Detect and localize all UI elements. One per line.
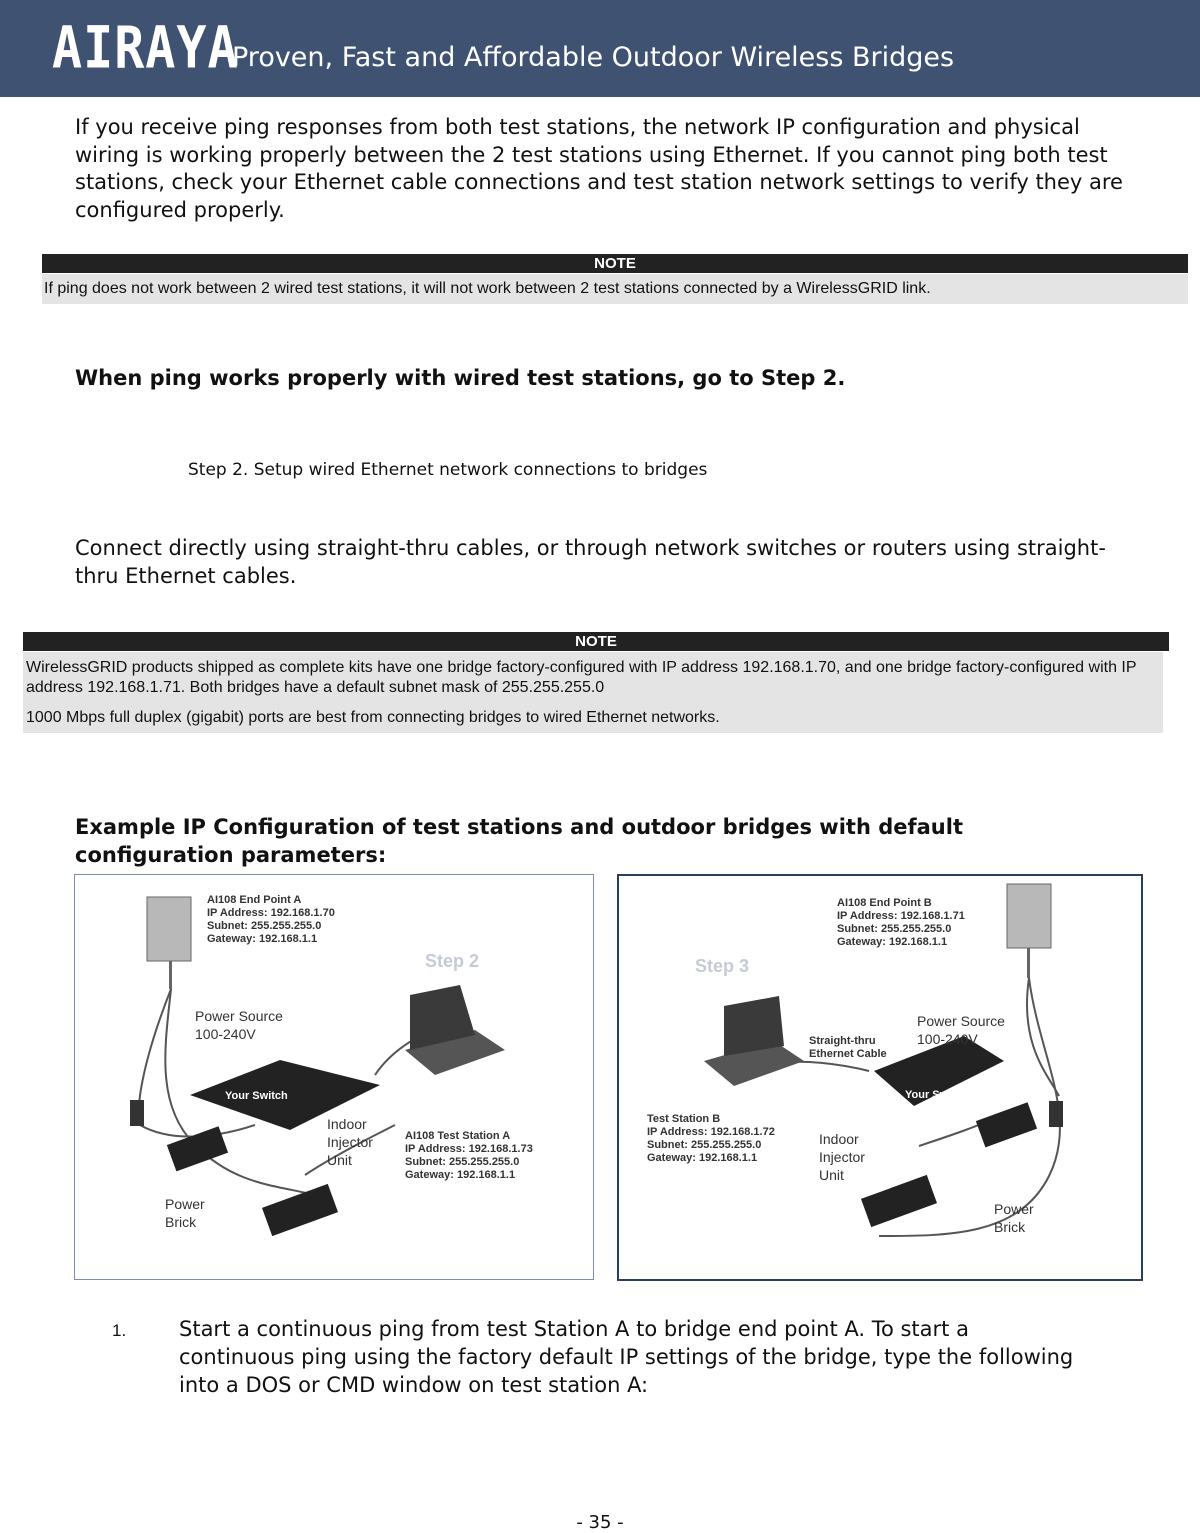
figure-step2 bbox=[74, 874, 594, 1280]
note1-text: If ping does not work between 2 wired test stations, it will not work between 2 test stations connected by a WirelessGRID link. bbox=[44, 280, 931, 297]
endpoint-a-line4: Gateway: 192.168.1.1 bbox=[207, 933, 318, 945]
cable-line1: Straight-thru bbox=[809, 1035, 876, 1047]
list-item-1-text: Start a continuous ping from test Station A to bridge end point A. To start a continuous ping using the factory default IP settings of the bridge, type the following into a DOS or CMD window on test station A: bbox=[179, 1317, 1074, 1397]
figure-step3-diagram bbox=[619, 876, 1141, 1279]
note2-body bbox=[23, 652, 1163, 733]
station-b-line1: Test Station B bbox=[647, 1113, 721, 1125]
injector-b-line1: Indoor bbox=[819, 1131, 859, 1147]
step2-heading: Step 2. Setup wired Ethernet network connections to bridges bbox=[188, 460, 708, 480]
injector-a-line3: Unit bbox=[327, 1152, 352, 1168]
endpoint-b-line4: Gateway: 192.168.1.1 bbox=[837, 936, 948, 948]
antenna-a-icon bbox=[147, 897, 191, 961]
figure-step2-diagram bbox=[75, 875, 593, 1279]
injector-b-line3: Unit bbox=[819, 1167, 844, 1183]
station-a-line3: Subnet: 255.255.255.0 bbox=[405, 1156, 520, 1168]
power-brick-b-icon bbox=[976, 1102, 1037, 1147]
note2-line1: WirelessGRID products shipped as complete kits have one bridge factory-configured with IP address 192.168.1.70, and one bridge factory-configured with IP address 192.168.1.71. Both bridges have a default subnet mask of 255.255.255.0 bbox=[26, 659, 1137, 696]
power-source-b-line1: Power Source bbox=[917, 1013, 1005, 1029]
note2-line2: 1000 Mbps full duplex (gigabit) ports are best from connecting bridges to wired Ethernet networks. bbox=[26, 709, 720, 726]
endpoint-b-line3: Subnet: 255.255.255.0 bbox=[837, 923, 952, 935]
cable-line2: Ethernet Cable bbox=[809, 1048, 887, 1060]
header-tagline: Proven, Fast and Affordable Outdoor Wireless Bridges bbox=[232, 42, 955, 73]
switch-a-label: Your Switch bbox=[225, 1090, 288, 1102]
step3-figure-label: Step 3 bbox=[695, 956, 750, 976]
example-heading: Example IP Configuration of test stations and outdoor bridges with default configuration parameters: bbox=[75, 815, 963, 867]
endpoint-a-line1: AI108 End Point A bbox=[207, 894, 302, 906]
intro-paragraph: If you receive ping responses from both test stations, the network IP configuration and physical wiring is working properly between the 2 test stations using Ethernet. If you cannot ping both test stations, check your Ethernet cable connections and test station network settings to verify they are configured properly. bbox=[75, 115, 1123, 222]
injector-a-line1: Indoor bbox=[327, 1116, 367, 1132]
airaya-logo: AIRAYA bbox=[52, 14, 239, 82]
page-header bbox=[0, 0, 1200, 97]
step2-figure-label: Step 2 bbox=[425, 951, 480, 971]
injector-b-line2: Injector bbox=[819, 1149, 865, 1165]
endpoint-b-line2: IP Address: 192.168.1.71 bbox=[837, 910, 965, 922]
endpoint-a-line2: IP Address: 192.168.1.70 bbox=[207, 907, 335, 919]
station-a-line2: IP Address: 192.168.1.73 bbox=[405, 1143, 533, 1155]
power-source-a-line2: 100-240V bbox=[195, 1026, 256, 1042]
injector-b-icon bbox=[861, 1175, 937, 1227]
figure-step3 bbox=[617, 874, 1143, 1281]
brick-a-line2: Brick bbox=[165, 1214, 197, 1230]
antenna-b-icon bbox=[1007, 884, 1051, 948]
note2-title: NOTE bbox=[23, 632, 1169, 651]
switch-b-label: Your Switch bbox=[905, 1089, 968, 1101]
list-item-1-number: 1. bbox=[112, 1321, 127, 1340]
station-a-line4: Gateway: 192.168.1.1 bbox=[405, 1169, 516, 1181]
station-b-line3: Subnet: 255.255.255.0 bbox=[647, 1139, 762, 1151]
station-a-line1: AI108 Test Station A bbox=[405, 1130, 511, 1142]
endpoint-a-line3: Subnet: 255.255.255.0 bbox=[207, 920, 322, 932]
page-number: - 35 - bbox=[576, 1512, 624, 1533]
endpoint-b-line1: AI108 End Point B bbox=[837, 897, 932, 909]
brick-b-line2: Brick bbox=[994, 1219, 1026, 1235]
injector-a-line2: Injector bbox=[327, 1134, 373, 1150]
station-b-line4: Gateway: 192.168.1.1 bbox=[647, 1152, 758, 1164]
power-source-b-line2: 100-240V bbox=[917, 1031, 978, 1047]
step-transition-text: When ping works properly with wired test stations, go to Step 2. bbox=[75, 366, 846, 390]
note1-body bbox=[42, 274, 1188, 304]
brick-b-line1: Power bbox=[994, 1201, 1034, 1217]
note1-title: NOTE bbox=[42, 254, 1188, 273]
connect-paragraph: Connect directly using straight-thru cables, or through network switches or routers using straight-thru Ethernet cables. bbox=[75, 536, 1106, 588]
station-b-line2: IP Address: 192.168.1.72 bbox=[647, 1126, 775, 1138]
power-source-a-line1: Power Source bbox=[195, 1008, 283, 1024]
brick-a-line1: Power bbox=[165, 1196, 205, 1212]
